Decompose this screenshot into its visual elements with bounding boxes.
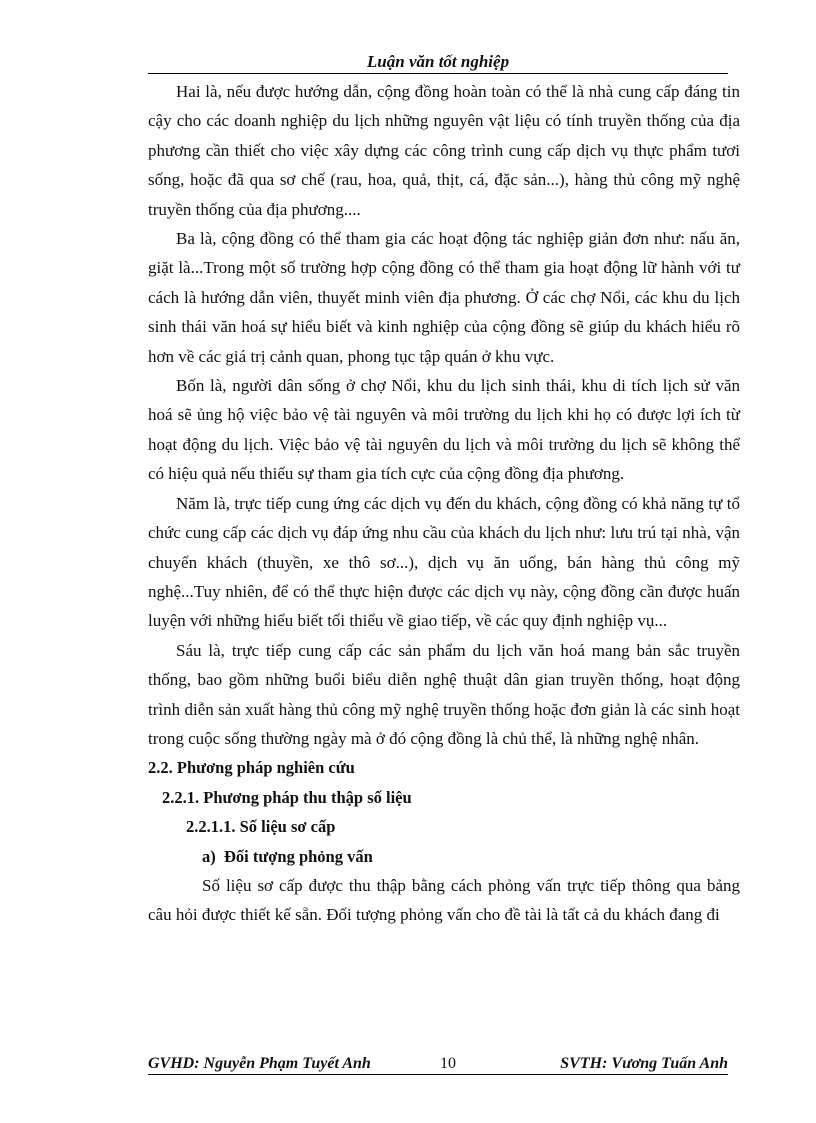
paragraph-so-lieu: Số liệu sơ cấp được thu thập bằng cách phỏng vấn trực tiếp thông qua bảng câu hỏi được thiết kế sẵn. Đối tượng phỏng vấn cho đề tài là tất cả du khách đang đi <box>148 875 740 925</box>
paragraph-ba-la: Ba là, cộng đồng có thể tham gia các hoạt động tác nghiệp giản đơn như: nấu ăn, giặt là...Trong một số trường hợp cộng đồng có thể tham gia hoạt động lữ hành với tư cách là hướng dẫn viên, thuyết minh viên địa phương. Ở các chợ Nổi, các khu du lịch sinh thái văn hoá sự hiểu biết và kinh nghiệp của cộng đồng sẽ giúp du khách hiểu rõ hơn về các giá trị cảnh quan, phong tục tập quán ở khu vực. <box>148 229 740 366</box>
paragraph-nam-la: Năm là, trực tiếp cung ứng các dịch vụ đến du khách, cộng đồng có khả năng tự tổ chức cung cấp các dịch vụ đáp ứng nhu cầu của khách du lịch như: lưu trú tại nhà, vận chuyển khách (thuyền, xe thô sơ...), dịch vụ ăn uống, bán hàng thủ công mỹ nghệ...Tuy nhiên, để có thể thực hiện được các dịch vụ này, cộng đồng cần được huấn luyện với những hiểu biết tối thiểu về giao tiếp, về các quy định nghiệp vụ... <box>148 493 740 631</box>
subsection-heading-a <box>148 842 740 871</box>
section-heading-2-2-1: 2.2.1. Phương pháp thu thập số liệu <box>162 787 412 807</box>
paragraph-hai-la: Hai là, nếu được hướng dẫn, cộng đồng hoàn toàn có thể là nhà cung cấp đáng tin cậy cho các doanh nghiệp du lịch những nguyên vật liệu có tính truyền thống của địa phương cần thiết cho việc xây dựng các công trình cung cấp dịch vụ thực phẩm tươi sống, hoặc đã qua sơ chế (rau, hoa, quả, thịt, cá, đặc sản...), hàng thủ công mỹ nghệ truyền thống của địa phương.... <box>148 82 740 219</box>
page-header: Luận văn tốt nghiệp <box>148 52 728 74</box>
document-body <box>148 77 740 930</box>
paragraph-bon-la: Bốn là, người dân sống ở chợ Nổi, khu du lịch sinh thái, khu di tích lịch sử văn hoá sẽ ủng hộ việc bảo vệ tài nguyên và môi trường du lịch khi họ có được lợi ích từ hoạt động du lịch. Việc bảo vệ tài nguyên du lịch và môi trường du lịch sẽ không thể có hiệu quả nếu thiếu sự tham gia tích cực của cộng đồng địa phương. <box>148 376 740 484</box>
paragraph-sau-la: Sáu là, trực tiếp cung cấp các sản phẩm du lịch văn hoá mang bản sắc truyền thống, bao gồm những buổi biểu diễn nghệ thuật dân gian truyền thống, hoạt động trình diễn sản xuất hàng thủ công mỹ nghệ truyền thống hoặc đơn giản là các sinh hoạt trong cuộc sống thường ngày mà ở đó cộng đồng là chủ thể, là những nghệ nhân. <box>148 640 740 748</box>
section-heading-2-2: 2.2. Phương pháp nghiên cứu <box>148 758 355 778</box>
page-number: 10 <box>440 1055 456 1072</box>
footer-student: SVTH: Vương Tuấn Anh <box>560 1055 728 1072</box>
subsection-heading-label: Đối tượng phỏng vấn <box>224 846 373 866</box>
footer-supervisor: GVHD: Nguyễn Phạm Tuyết Anh <box>148 1055 371 1072</box>
list-marker: a) <box>202 846 216 866</box>
page-footer <box>148 1055 728 1075</box>
section-heading-2-2-1-1: 2.2.1.1. Số liệu sơ cấp <box>186 817 336 837</box>
